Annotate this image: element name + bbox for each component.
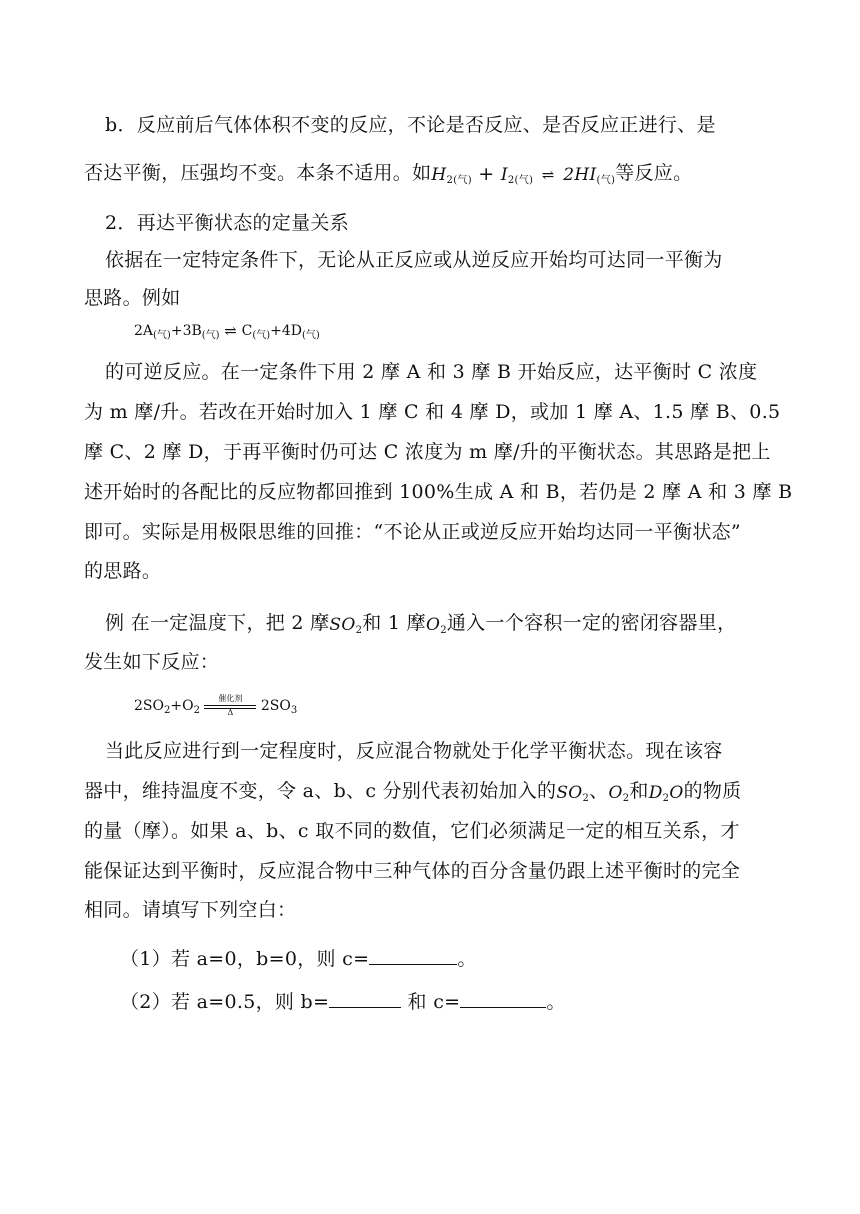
so2-formula [329, 613, 362, 636]
text-line [105, 736, 723, 763]
text-line [84, 477, 792, 504]
equilibrium-arrow: ⇌ [541, 165, 555, 184]
text-line [84, 158, 692, 186]
arrow-bar [204, 705, 256, 706]
text: 的物质 [683, 780, 742, 802]
text: 等反应。 [615, 162, 693, 184]
text: 当此反应进行到一定程度时，反应混合物就处于化学平衡状态。现在该容 [105, 740, 723, 762]
text: 发生如下反应： [84, 651, 220, 673]
formula: 2SO [134, 698, 164, 714]
answer-blank-b[interactable] [329, 991, 401, 1008]
formula-sub: 2(气) [507, 174, 534, 186]
text-line [84, 437, 771, 464]
formula: +4D [270, 323, 302, 339]
equilibrium-arrow: ⇌ [224, 322, 237, 340]
text-line [84, 776, 741, 804]
text: 、 [589, 780, 609, 802]
question-1 [120, 944, 477, 971]
reaction-equation-1 [134, 318, 320, 341]
text-line [84, 856, 740, 883]
formula-sub: 3 [290, 705, 298, 716]
formula: 2A [134, 323, 154, 339]
text: 的量（摩）。如果 a、b、c 取不同的数值，它们必须满足一定的相互关系，才 [84, 820, 740, 842]
text-line [105, 245, 723, 272]
formula: SO [556, 782, 583, 803]
text-line [84, 397, 780, 424]
text-line [105, 110, 716, 137]
formula-sub: 2 [662, 792, 670, 804]
text: 例 在一定温度下，把 2 摩 [105, 612, 330, 634]
text-line [84, 517, 741, 544]
answer-blank-c[interactable] [460, 991, 546, 1008]
text: b．反应前后气体体积不变的反应，不论是否反应、是否反应正进行、是 [105, 114, 716, 136]
formula-sub: 2 [193, 705, 200, 716]
text: （1）若 a=0，b=0，则 c= [120, 948, 370, 970]
formula-sub: 2 [622, 792, 630, 804]
text: 述开始时的各配比的反应物都回推到 100%生成 A 和 B，若仍是 2 摩 A 和 3 摩 B [84, 481, 793, 503]
catalyst-arrow [204, 695, 256, 717]
text-line [84, 816, 740, 843]
text: （2）若 a=0.5，则 b= [120, 991, 330, 1013]
o2-formula [426, 613, 447, 636]
text: 2．再达平衡状态的定量关系 [105, 212, 349, 234]
formula-sub: (气) [252, 330, 271, 341]
text: 否达平衡，压强均不变。本条不适用。如 [84, 162, 432, 184]
formula-sub: (气) [201, 330, 220, 341]
answer-blank-c[interactable] [369, 948, 457, 965]
formula-sub: 2 [582, 792, 590, 804]
text-line [84, 283, 181, 310]
text-line [84, 556, 161, 583]
formula-sub: 2 [355, 624, 363, 636]
reaction-equation-2 [134, 693, 297, 717]
text: 摩 C、2 摩 D，于再平衡时仍可达 C 浓度为 m 摩/升的平衡状态。其思路是把上 [84, 441, 771, 463]
text: 和 c= [401, 991, 461, 1013]
text: 和 1 摩 [362, 612, 426, 634]
o2-formula [608, 781, 629, 804]
text: 即可。实际是用极限思维的回推：“不论从正或逆反应开始均达同一平衡状态” [84, 521, 741, 543]
formula: SO [329, 614, 356, 635]
plus: + [478, 162, 495, 185]
text: 。 [546, 991, 566, 1013]
text: 能保证达到平衡时，反应混合物中三种气体的百分含量仍跟上述平衡时的完全 [84, 860, 741, 882]
formula: +3B [170, 323, 202, 339]
text: 。 [457, 948, 477, 970]
formula-sub: (气) [302, 330, 320, 341]
text: 相同。请填写下列空白： [84, 899, 297, 921]
equation [134, 322, 320, 341]
d2o-formula [649, 781, 684, 804]
catalyst-label: 催化剂 [218, 694, 243, 703]
formula: D [648, 782, 663, 803]
formula-sub: (气) [153, 330, 171, 341]
text-line [105, 608, 736, 636]
text: 通入一个容积一定的密闭容器里， [446, 612, 737, 634]
formula-sub: 2 [163, 705, 171, 716]
question-2 [120, 987, 566, 1014]
formula: I [500, 164, 508, 185]
formula: O [669, 782, 684, 803]
text: 器中，维持温度不变，令 a、b、c 分别代表初始加入的 [84, 780, 557, 802]
text: 的可逆反应。在一定条件下用 2 摩 A 和 3 摩 B 开始反应，达平衡时 C 浓度 [105, 361, 758, 383]
h2-i2-equation [431, 163, 615, 186]
formula: C [241, 323, 253, 339]
formula-sub: 2(气) [446, 174, 472, 186]
formula: O [425, 614, 441, 635]
heat-label: Δ [227, 708, 234, 717]
text-line [84, 895, 296, 922]
formula: 2HI [563, 164, 597, 185]
formula-sub: 2 [440, 624, 447, 636]
text: 和 [629, 780, 649, 802]
formula: H [431, 164, 447, 185]
text-line [84, 647, 219, 674]
formula: 2SO [260, 698, 291, 714]
formula: +O [170, 698, 194, 714]
so2-formula [556, 781, 589, 804]
text: 依据在一定特定条件下，无论从正反应或从逆反应开始均可达同一平衡为 [105, 249, 723, 271]
text-line [105, 208, 349, 235]
formula-sub: (气) [596, 174, 616, 186]
text: 思路。例如 [84, 287, 181, 309]
formula: O [608, 782, 623, 803]
text: 为 m 摩/升。若改在开始时加入 1 摩 C 和 4 摩 D，或加 1 摩 A、1.5 摩 B、0.5 [84, 401, 781, 423]
text-line [105, 357, 757, 384]
equation [134, 695, 297, 717]
text: 的思路。 [84, 560, 162, 582]
